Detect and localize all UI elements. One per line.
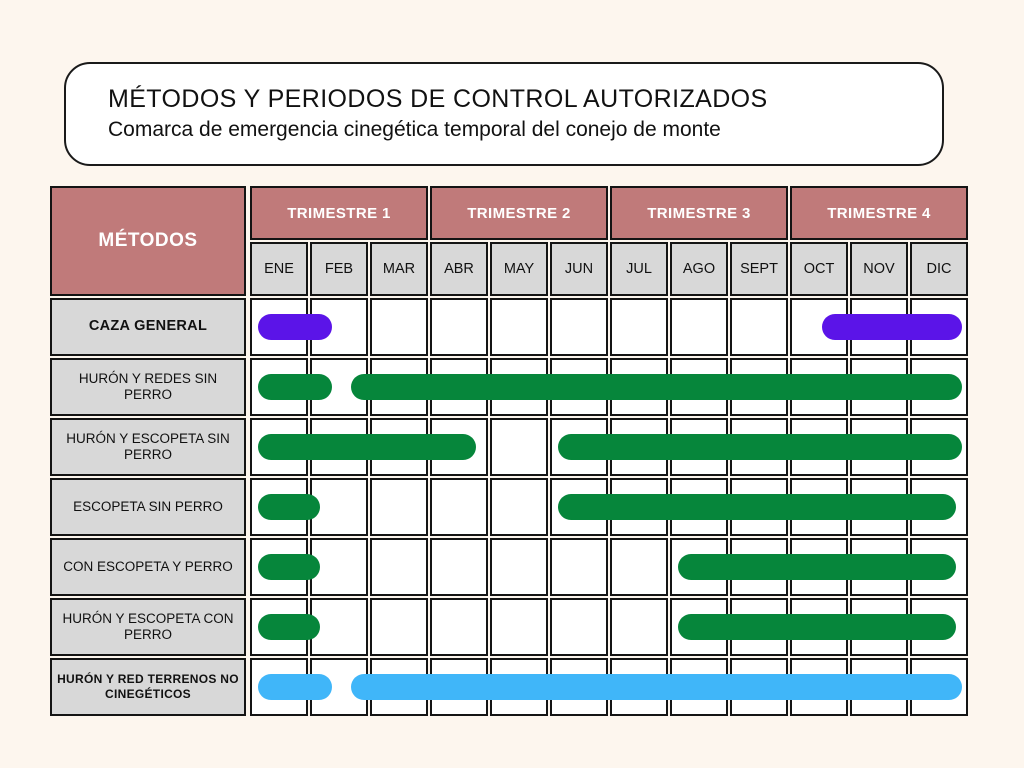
schedule-cell[interactable]	[490, 538, 548, 596]
schedule-cell[interactable]	[610, 538, 668, 596]
schedule-cell[interactable]	[370, 298, 428, 356]
period-bar[interactable]	[258, 374, 332, 400]
schedule-cell[interactable]	[610, 298, 668, 356]
quarter-header-1: TRIMESTRE 1	[250, 186, 428, 240]
page-subtitle: Comarca de emergencia cinegética temporal del conejo de monte	[108, 118, 721, 142]
period-bar[interactable]	[678, 614, 956, 640]
quarter-header-3: TRIMESTRE 3	[610, 186, 788, 240]
table-row	[50, 298, 946, 356]
schedule-cell[interactable]	[370, 598, 428, 656]
month-header-dic: DIC	[910, 242, 968, 296]
title-card	[64, 62, 944, 166]
row-label-3: HURÓN Y ESCOPETA SIN PERRO	[50, 418, 246, 476]
month-header-mar: MAR	[370, 242, 428, 296]
schedule-cell[interactable]	[610, 598, 668, 656]
schedule-cell[interactable]	[430, 478, 488, 536]
period-bar[interactable]	[258, 314, 332, 340]
schedule-cell[interactable]	[370, 538, 428, 596]
table-row	[50, 478, 946, 536]
row-label-4: ESCOPETA SIN PERRO	[50, 478, 246, 536]
month-header-feb: FEB	[310, 242, 368, 296]
month-header-may: MAY	[490, 242, 548, 296]
page-title: MÉTODOS Y PERIODOS DE CONTROL AUTORIZADOS	[108, 84, 768, 113]
period-bar[interactable]	[258, 554, 320, 580]
row-label-7: HURÓN Y RED TERRENOS NO CINEGÉTICOS	[50, 658, 246, 716]
month-header-ago: AGO	[670, 242, 728, 296]
table-row	[50, 418, 946, 476]
table-header	[50, 186, 952, 296]
row-label-6: HURÓN Y ESCOPETA CON PERRO	[50, 598, 246, 656]
month-header-jun: JUN	[550, 242, 608, 296]
month-header-ene: ENE	[250, 242, 308, 296]
schedule-cell[interactable]	[430, 298, 488, 356]
schedule-cell[interactable]	[550, 598, 608, 656]
period-bar[interactable]	[258, 614, 320, 640]
table-row	[50, 658, 946, 716]
period-bar[interactable]	[258, 494, 320, 520]
row-label-1: CAZA GENERAL	[50, 298, 246, 356]
schedule-cell[interactable]	[550, 538, 608, 596]
table-row	[50, 538, 946, 596]
month-header-sept: SEPT	[730, 242, 788, 296]
schedule-cell[interactable]	[430, 598, 488, 656]
row-label-2: HURÓN Y REDES SIN PERRO	[50, 358, 246, 416]
schedule-cell[interactable]	[670, 298, 728, 356]
schedule-cell[interactable]	[490, 298, 548, 356]
quarter-header-2: TRIMESTRE 2	[430, 186, 608, 240]
period-bar[interactable]	[822, 314, 962, 340]
table-body	[50, 298, 946, 716]
schedule-cell[interactable]	[490, 418, 548, 476]
schedule-cell[interactable]	[370, 478, 428, 536]
schedule-cell[interactable]	[730, 298, 788, 356]
schedule-cell[interactable]	[430, 538, 488, 596]
schedule-cell[interactable]	[550, 298, 608, 356]
period-bar[interactable]	[258, 434, 476, 460]
period-bar[interactable]	[678, 554, 956, 580]
period-bar[interactable]	[558, 434, 962, 460]
month-header-oct: OCT	[790, 242, 848, 296]
period-bar[interactable]	[351, 374, 962, 400]
month-header-jul: JUL	[610, 242, 668, 296]
period-bar[interactable]	[258, 674, 332, 700]
month-header-nov: NOV	[850, 242, 908, 296]
quarter-header-4: TRIMESTRE 4	[790, 186, 968, 240]
row-label-5: CON ESCOPETA Y PERRO	[50, 538, 246, 596]
schedule-table	[50, 186, 952, 719]
methods-corner-header: MÉTODOS	[50, 186, 246, 296]
schedule-cell[interactable]	[490, 598, 548, 656]
month-header-abr: ABR	[430, 242, 488, 296]
period-bar[interactable]	[558, 494, 956, 520]
schedule-cell[interactable]	[490, 478, 548, 536]
table-row	[50, 598, 946, 656]
table-row	[50, 358, 946, 416]
period-bar[interactable]	[351, 674, 962, 700]
